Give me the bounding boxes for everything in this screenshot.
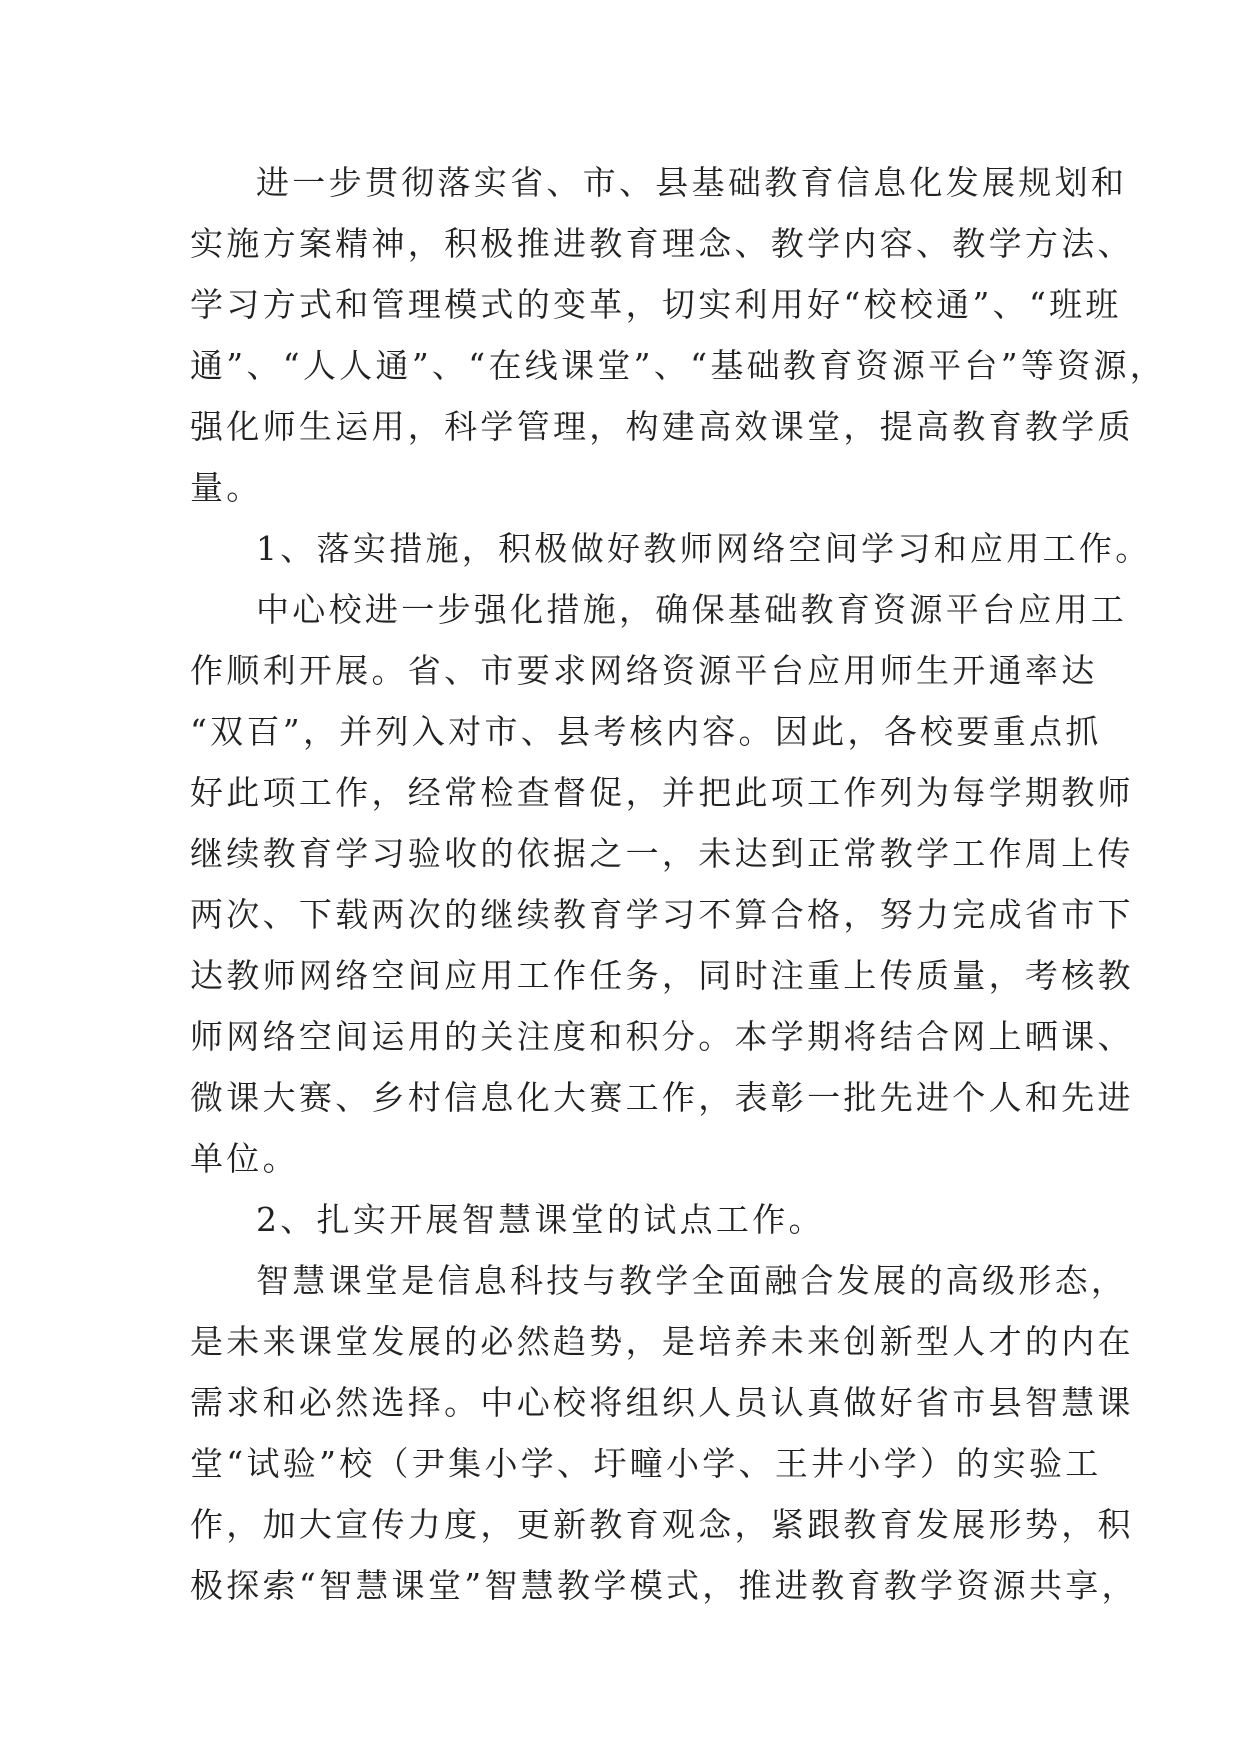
heading-text: 2、扎实开展智慧课堂的试点工作。 xyxy=(256,1200,825,1239)
text-line: 极探索“智慧课堂”智慧教学模式，推进教育教学资源共享， xyxy=(190,1566,1138,1605)
text-line: 智慧课堂是信息科技与教学全面融合发展的高级形态， xyxy=(256,1261,1128,1300)
document-body xyxy=(190,152,1167,1616)
section-heading-2 xyxy=(190,1189,1060,1250)
text-line: 强化师生运用，科学管理，构建高效课堂，提高教育教学质 xyxy=(190,407,1134,446)
paragraph-section-1 xyxy=(190,579,1134,1189)
text-line: 作，加大宣传力度，更新教育观念，紧跟教育发展形势，积 xyxy=(190,1505,1134,1544)
heading-text: 1、落实措施，积极做好教师网络空间学习和应用工作。 xyxy=(256,529,1152,568)
text-line: 堂“试验”校（尹集小学、圩疃小学、王井小学）的实验工 xyxy=(190,1444,1102,1483)
text-line: 通”、“人人通”、“在线课堂”、“基础教育资源平台”等资源， xyxy=(190,346,1167,385)
text-line: 师网络空间运用的关注度和积分。本学期将结合网上晒课、 xyxy=(190,1017,1134,1056)
text-line: 作顺利开展。省、市要求网络资源平台应用师生开通率达 xyxy=(190,651,1098,690)
section-heading-1 xyxy=(190,518,1152,579)
text-line: 单位。 xyxy=(190,1139,299,1178)
text-line: 继续教育学习验收的依据之一，未达到正常教学工作周上传 xyxy=(190,834,1134,873)
paragraph-section-2 xyxy=(190,1250,1138,1616)
text-line: 好此项工作，经常检查督促，并把此项工作列为每学期教师 xyxy=(190,773,1134,812)
text-line: 微课大赛、乡村信息化大赛工作，表彰一批先进个人和先进 xyxy=(190,1078,1134,1117)
text-line: 实施方案精神，积极推进教育理念、教学内容、教学方法、 xyxy=(190,224,1134,263)
text-line: 两次、下载两次的继续教育学习不算合格，努力完成省市下 xyxy=(190,895,1134,934)
paragraph-intro xyxy=(190,152,1167,518)
text-line: 中心校进一步强化措施，确保基础教育资源平台应用工 xyxy=(256,590,1128,629)
text-line: 学习方式和管理模式的变革，切实利用好“校校通”、“班班 xyxy=(190,285,1122,324)
text-line: “双百”，并列入对市、县考核内容。因此，各校要重点抓 xyxy=(190,712,1102,751)
text-line: 达教师网络空间应用工作任务，同时注重上传质量，考核教 xyxy=(190,956,1134,995)
text-line: 量。 xyxy=(190,468,263,507)
text-line: 需求和必然选择。中心校将组织人员认真做好省市县智慧课 xyxy=(190,1383,1134,1422)
text-line: 进一步贯彻落实省、市、县基础教育信息化发展规划和 xyxy=(256,163,1128,202)
text-line: 是未来课堂发展的必然趋势，是培养未来创新型人才的内在 xyxy=(190,1322,1134,1361)
